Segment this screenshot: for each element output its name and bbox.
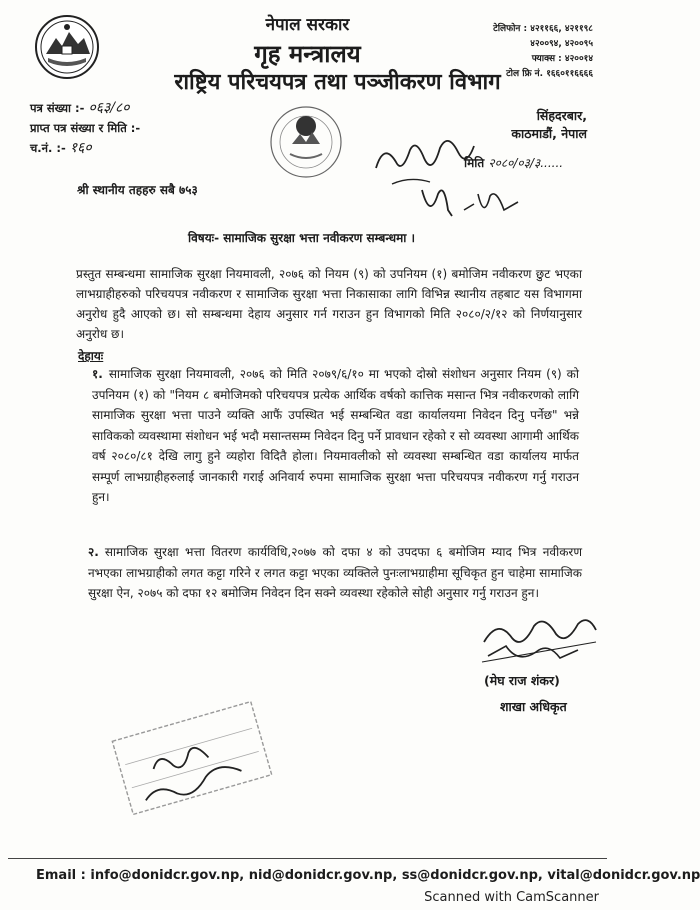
list-item <box>92 364 579 508</box>
department-seal-icon <box>262 104 350 180</box>
contact-phone-2: ४२००९४, ४२००९५ <box>530 39 593 49</box>
government-name: नेपाल सरकार <box>265 15 350 35</box>
contact-block <box>453 22 593 82</box>
letter-no-value: ०६३/८० <box>88 100 130 116</box>
signatory-title: शाखा अधिकृत <box>500 699 567 714</box>
signatory-name: (मेघ राज शंकर) <box>484 673 560 688</box>
date-label: मिति <box>464 156 485 170</box>
dispatch-value: १६० <box>69 140 92 156</box>
subject-line: विषयः- सामाजिक सुरक्षा भत्ता नवीकरण सम्बन्धमा । <box>188 231 416 245</box>
received-label: प्राप्त पत्र संख्या र मिति :- <box>30 121 141 135</box>
contact-toll-free: टोल फ्रि नं. १६६०११६६६६ <box>506 69 593 79</box>
contact-fax: फ्याक्स : ४२००१४ <box>531 54 593 64</box>
reference-block <box>30 98 140 158</box>
received-stamp-icon <box>112 706 272 810</box>
addressee: श्री स्थानीय तहहरु सबै ७५३ <box>77 183 198 197</box>
department-name: राष्ट्रिय परिचयपत्र तथा पञ्जीकरण विभाग <box>174 70 501 95</box>
ministry-name: गृह मन्त्रालय <box>254 40 361 68</box>
letter-no-label: पत्र संख्या :- <box>30 101 85 115</box>
place-line-2: काठमाडौं, नेपाल <box>511 126 587 141</box>
list-item-text: सामाजिक सुरक्षा भत्ता वितरण कार्यविधि,२०७७ को दफा ४ को उपदफा ६ बमोजिम म्याद भित्र नवीकरण नभएका लाभग्राहीको लगत कट्टा गरिने र लगत कट्टा भएका व्यक्तिले पुनःलाभग्राहीमा सूचिकृत हुन चाहेमा सामाजिक सुरक्षा ऐन, २०७५ को दफा १२ बमोजिम निवेदन दिन सक्ने व्यवस्था रहेकोले सोही अनुसार गर्नु गराउन हुन। <box>88 545 582 600</box>
scanner-watermark: Scanned with CamScanner <box>424 890 599 905</box>
footer-email: Email : info@donidcr.gov.np, nid@donidcr.gov.np, ss@donidcr.gov.np, vital@donidcr.gov.np <box>36 868 700 883</box>
place-line-1: सिंहदरबार, <box>536 108 587 123</box>
place-block <box>511 107 587 143</box>
intro-paragraph: प्रस्तुत सम्बन्धमा सामाजिक सुरक्षा नियमावली, २०७६ को नियम (९) को उपनियम (१) बमोजिम नवीकरण छुट भएका लाभग्राहीहरुको परिचयपत्र नवीकरण र सामाजिक सुरक्षा भत्ता निकासाका लागि विभिन्न स्थानीय तहबाट यस विभागमा अनुरोध हुदै आएको छ। सो सम्बन्धमा देहाय अनुसार गर्न गराउन हुन विभागको मिति २०८०/२/१२ को निर्णयानुसार अनुरोध छ। <box>76 267 582 341</box>
footer-divider <box>8 858 607 859</box>
signature-scribble <box>478 612 600 668</box>
date-value: २०८०/०३/३...... <box>488 156 564 170</box>
list-item-number: १. <box>92 367 103 381</box>
list-item-number: २. <box>88 545 99 559</box>
contact-phone: टेलिफोन : ४२११६६, ४२११९८ <box>493 24 593 34</box>
list-heading: देहायः <box>78 349 104 363</box>
list-item <box>88 542 582 604</box>
list-item-text: सामाजिक सुरक्षा नियमावली, २०७६ को मिति २०७९/६/१० मा भएको दोस्रो संशोधन अनुसार नियम (९) को उपनियम (१) को "नियम ८ बमोजिमको परिचयपत्र प्रत्येक आर्थिक वर्षको कात्तिक मसान्त भित्र नवीकरणको लागि सामाजिक सुरक्षा भत्ता पाउने व्यक्ति आफैं उपस्थित भई सम्बन्धित वडा कार्यालयमा निवेदन दिनु पर्नेछ" भन्ने साविकको व्यवस्थामा संशोधन भई भदौ मसान्तसम्म निवेदन दिनु पर्ने प्रावधान रहेको र सो व्यवस्था आगामी आर्थिक वर्ष २०८०/८१ देखि लागु हुने व्यहोरा विदितै होला। नियमावलीको सो व्यवस्था सम्बन्धित वडा कार्यालय मार्फत सम्पूर्ण लाभग्राहीहरुलाई जानकारी गराई अनिवार्य रुपमा सामाजिक सुरक्षा भत्ता परिचयपत्र नवीकरण गर्नु गराउन हुन। <box>92 367 579 504</box>
handwritten-number-annotation <box>418 180 526 230</box>
dispatch-label: च.नं. :- <box>30 141 66 155</box>
